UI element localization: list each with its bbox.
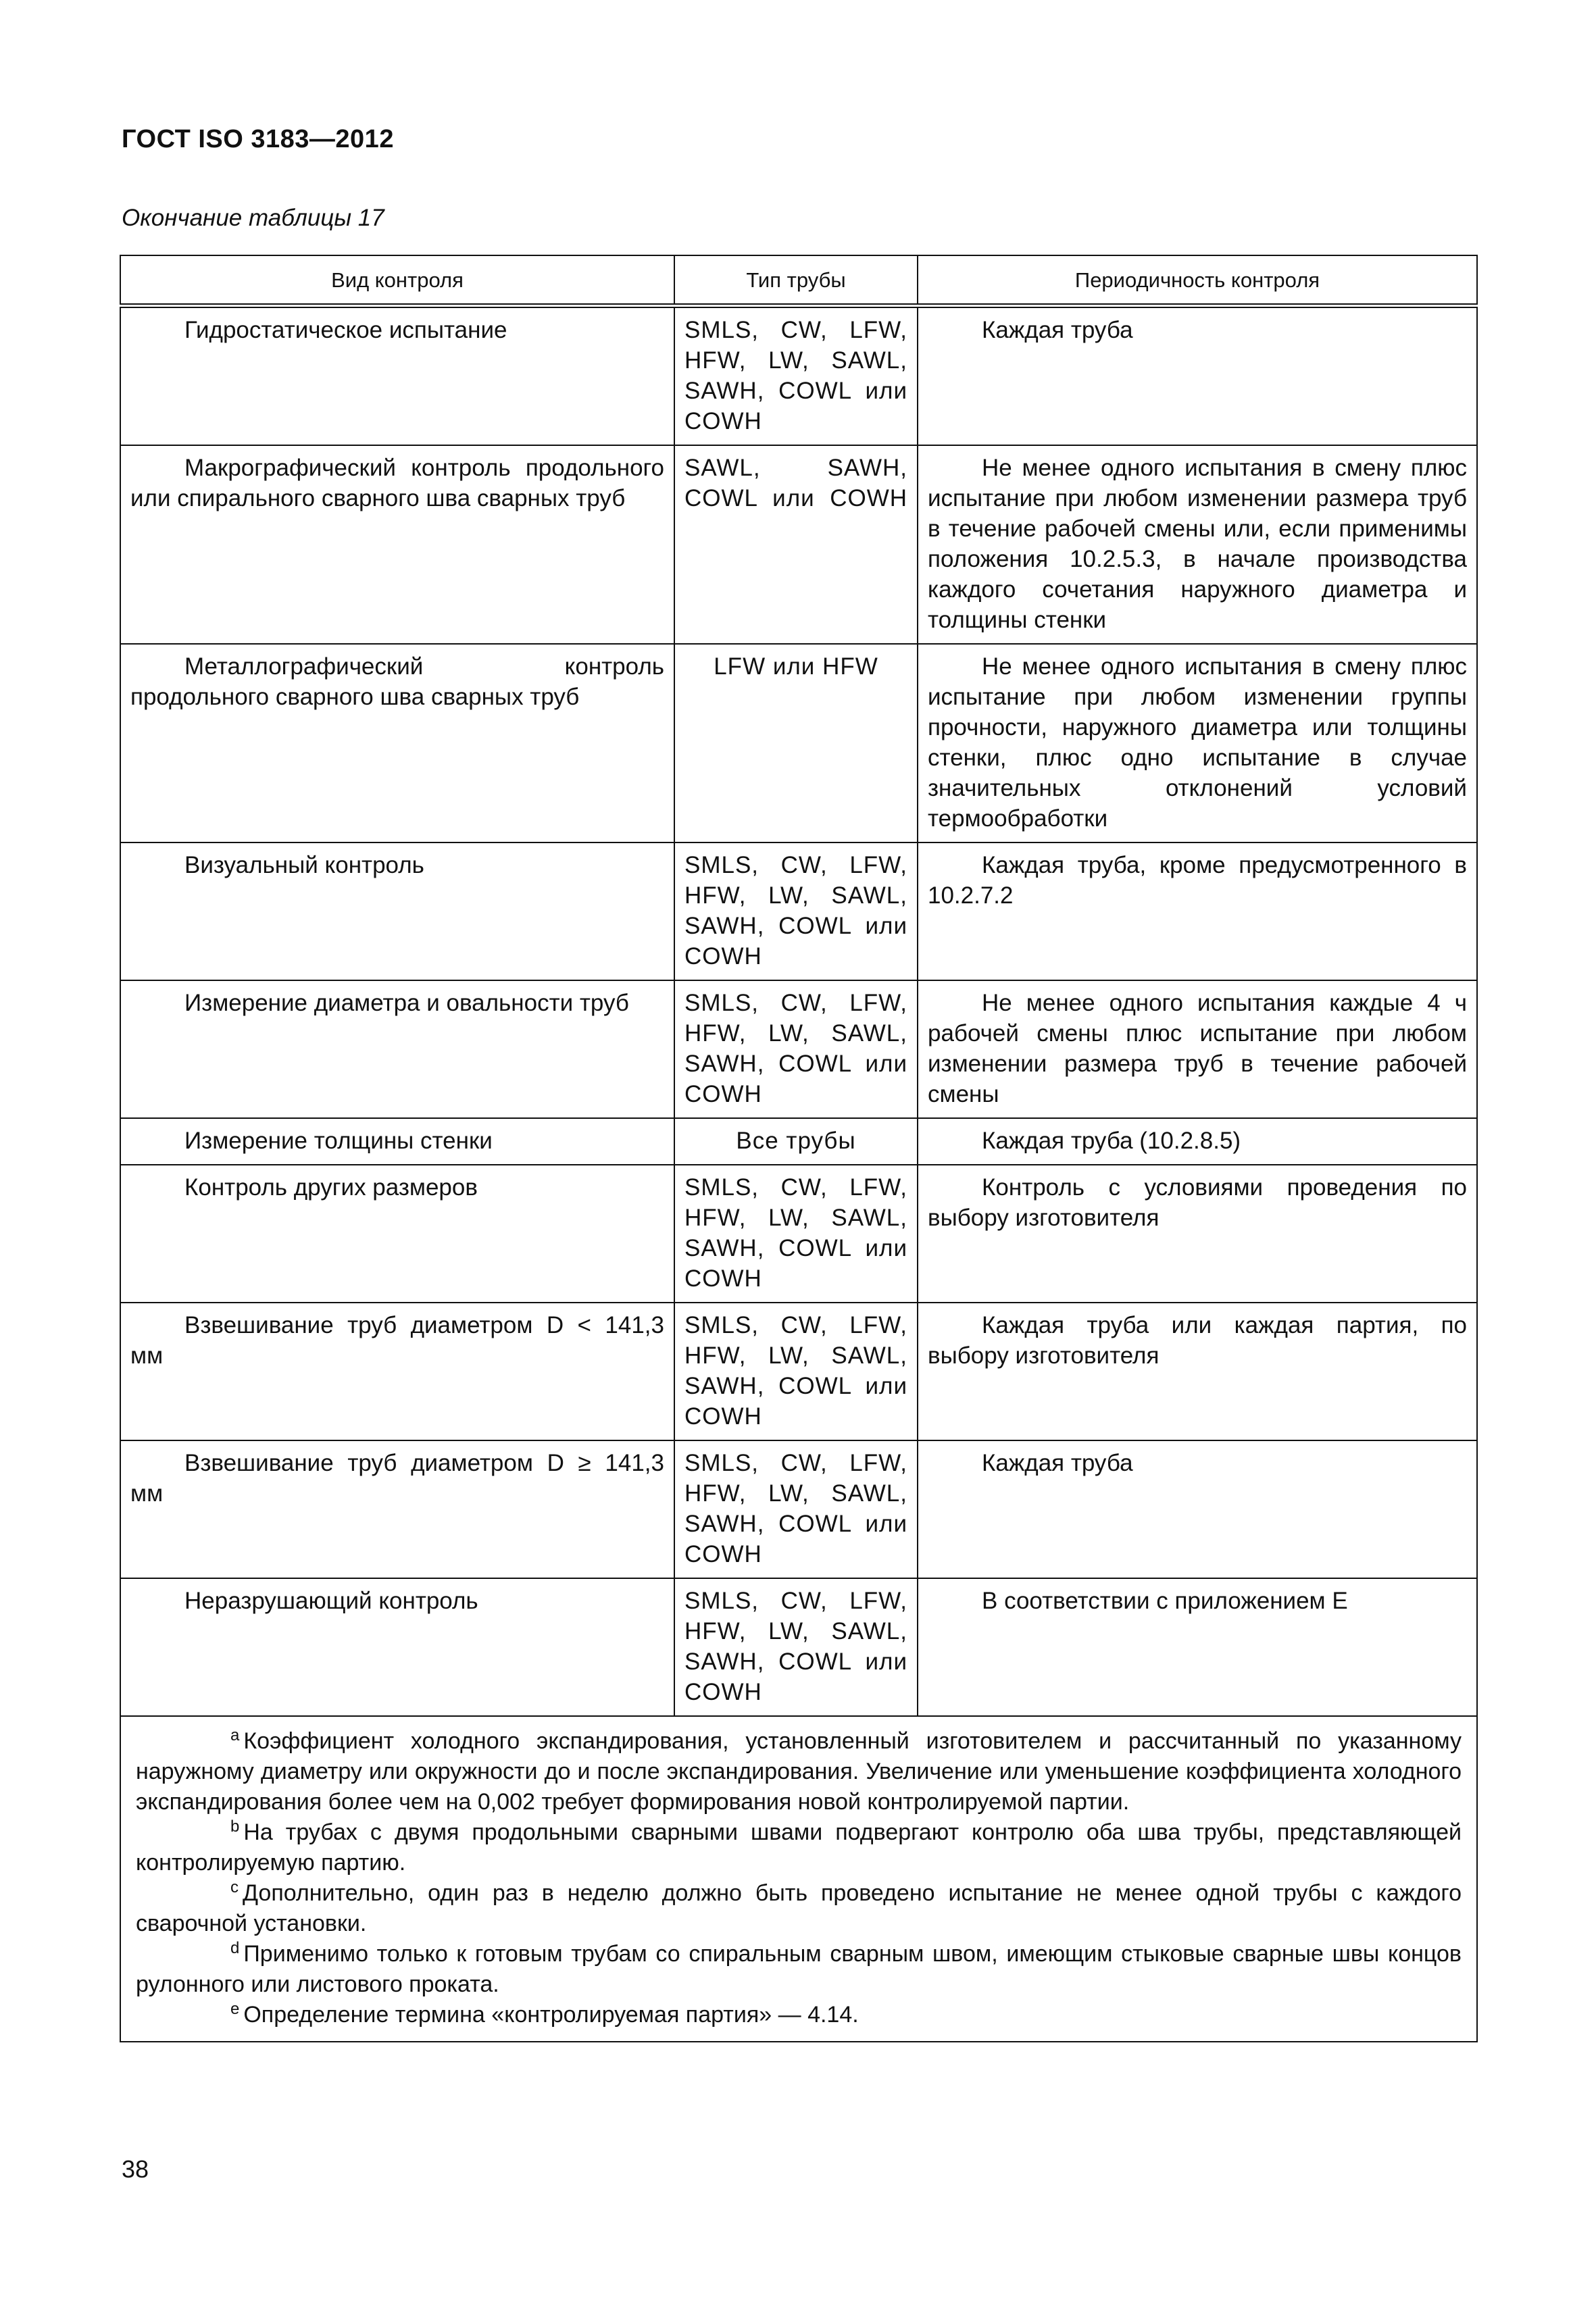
footnote-marker: d	[230, 1938, 240, 1957]
cell-kind: Взвешивание труб диаметром D < 141,3 мм	[120, 1303, 674, 1440]
cell-type: SMLS, CW, LFW, HFW, LW, SAWL, SAWH, COWL или COWH	[674, 980, 918, 1118]
footnote-b	[136, 1817, 1462, 1878]
table-row	[120, 1578, 1477, 1716]
footnote-marker: e	[230, 1999, 240, 2018]
cell-period: Контроль с условиями проведения по выбору изготовителя	[918, 1165, 1477, 1303]
cell-kind: Макрографический контроль продольного или спирального сварного шва сварных труб	[120, 445, 674, 644]
cell-kind: Взвешивание труб диаметром D ≥ 141,3 мм	[120, 1440, 674, 1578]
cell-period: Не менее одного испытания в смену плюс испытание при любом изменении группы прочности, наружного диаметра или толщины стенки, плюс одно испытание в случае значительных отклонений условий термообработки	[918, 644, 1477, 842]
table-notes-row	[120, 1716, 1477, 2042]
cell-type: SMLS, CW, LFW, HFW, LW, SAWL, SAWH, COWL или COWH	[674, 1303, 918, 1440]
column-header-period: Периодичность контроля	[918, 255, 1477, 306]
page-number: 38	[122, 2155, 149, 2183]
footnote-marker: c	[230, 1878, 239, 1896]
table-row	[120, 445, 1477, 644]
cell-kind: Измерение диаметра и овальности труб	[120, 980, 674, 1118]
table-row	[120, 1118, 1477, 1165]
footnote-text: Дополнительно, один раз в неделю должно быть проведено испытание не менее одной трубы с каждого сварочной установки.	[136, 1880, 1462, 1936]
cell-kind: Металлографический контроль продольного сварного шва сварных труб	[120, 644, 674, 842]
column-header-type: Тип трубы	[674, 255, 918, 306]
cell-type: SMLS, CW, LFW, HFW, LW, SAWL, SAWH, COWL или COWH	[674, 1578, 918, 1716]
cell-period: Каждая труба	[918, 306, 1477, 446]
cell-period: Каждая труба или каждая партия, по выбору изготовителя	[918, 1303, 1477, 1440]
table-row	[120, 980, 1477, 1118]
cell-period: Каждая труба (10.2.8.5)	[918, 1118, 1477, 1165]
footnote-c	[136, 1878, 1462, 1939]
cell-kind: Измерение толщины стенки	[120, 1118, 674, 1165]
footnote-marker: a	[230, 1726, 240, 1744]
cell-type: SMLS, CW, LFW, HFW, LW, SAWL, SAWH, COWL или COWH	[674, 1440, 918, 1578]
cell-period: Не менее одного испытания в смену плюс испытание при любом изменении размера труб в течение рабочей смены или, если применимы положения 10.2.5.3, в начале производства каждого сочетания наружного диаметра и толщины стенки	[918, 445, 1477, 644]
cell-type: SMLS, CW, LFW, HFW, LW, SAWL, SAWH, COWL или COWH	[674, 1165, 918, 1303]
column-header-kind: Вид контроля	[120, 255, 674, 306]
table-row	[120, 1165, 1477, 1303]
cell-type: Все трубы	[674, 1118, 918, 1165]
footnote-d	[136, 1939, 1462, 2000]
cell-period: Не менее одного испытания каждые 4 ч рабочей смены плюс испытание при любом изменении размера труб в течение рабочей смены	[918, 980, 1477, 1118]
document-standard-header: ГОСТ ISO 3183—2012	[122, 125, 394, 153]
cell-type: LFW или HFW	[674, 644, 918, 842]
footnote-text: Определение термина «контролируемая партия» — 4.14.	[243, 2002, 859, 2028]
cell-type: SMLS, CW, LFW, HFW, LW, SAWL, SAWH, COWL или COWH	[674, 842, 918, 980]
table-notes	[120, 1716, 1477, 2042]
cell-period: Каждая труба	[918, 1440, 1477, 1578]
cell-kind: Контроль других размеров	[120, 1165, 674, 1303]
footnote-text: Применимо только к готовым трубам со спиральным сварным швом, имеющим стыковые сварные швы концов рулонного или листового проката.	[136, 1941, 1462, 1997]
cell-kind: Визуальный контроль	[120, 842, 674, 980]
footnote-e	[136, 2000, 1462, 2030]
footnote-marker: b	[230, 1817, 240, 1836]
cell-period: В соответствии с приложением Е	[918, 1578, 1477, 1716]
table-header-row	[120, 255, 1477, 306]
table-row	[120, 306, 1477, 446]
inspection-table	[120, 255, 1478, 2042]
cell-period: Каждая труба, кроме предусмотренного в 10.2.7.2	[918, 842, 1477, 980]
cell-kind: Гидростатическое испытание	[120, 306, 674, 446]
cell-kind: Неразрушающий контроль	[120, 1578, 674, 1716]
table-row	[120, 1303, 1477, 1440]
table-row	[120, 1440, 1477, 1578]
cell-type: SMLS, CW, LFW, HFW, LW, SAWL, SAWH, COWL или COWH	[674, 306, 918, 446]
table-caption: Окончание таблицы 17	[122, 205, 384, 231]
table-row	[120, 644, 1477, 842]
table-row	[120, 842, 1477, 980]
footnote-text: Коэффициент холодного экспандирования, установленный изготовителем и рассчитанный по указанному наружному диаметру или окружности до и после экспандирования. Увеличение или уменьшение коэффициента холодного экспандирования более чем на 0,002 требует формирования новой контролируемой партии.	[136, 1728, 1462, 1815]
cell-type: SAWL, SAWH, COWL или COWH	[674, 445, 918, 644]
footnote-a	[136, 1726, 1462, 1817]
footnote-text: На трубах с двумя продольными сварными швами подвергают контролю оба шва трубы, представляющей контролируемую партию.	[136, 1819, 1462, 1876]
